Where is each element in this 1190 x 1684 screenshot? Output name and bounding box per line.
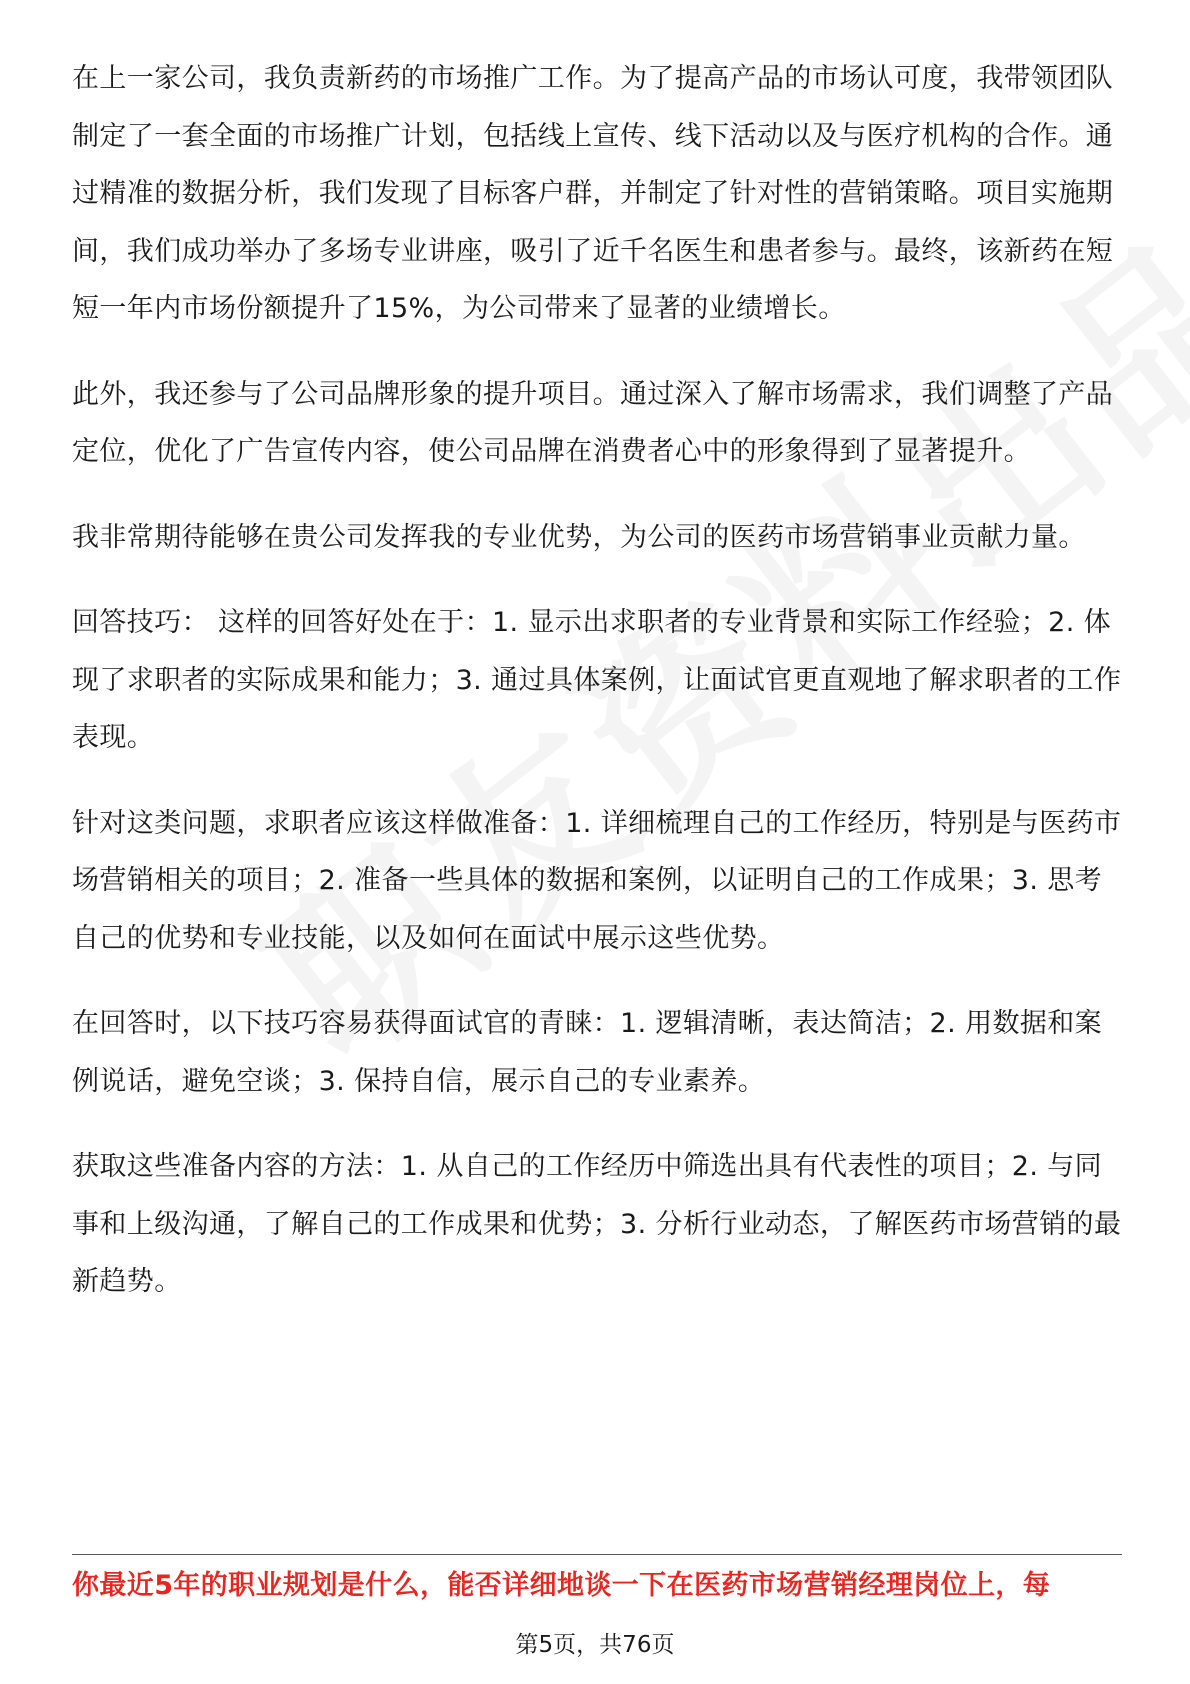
body-content (72, 50, 1122, 1339)
paragraph-material-sources: 获取这些准备内容的方法：1. 从自己的工作经历中筛选出具有代表性的项目；2. 与同事和上级沟通，了解自己的工作成果和优势；3. 分析行业动态，了解医药市场营销的最新趋势。 (72, 1151, 1122, 1297)
paragraph-answer-tips: 回答技巧： 这样的回答好处在于：1. 显示出求职者的专业背景和实际工作经验；2. 体现了求职者的实际成果和能力；3. 通过具体案例，让面试官更直观地了解求职者的工作表现。 (72, 607, 1122, 753)
paragraph-answer-techniques: 在回答时，以下技巧容易获得面试官的青睐：1. 逻辑清晰，表达简洁；2. 用数据和案例说话，避免空谈；3. 保持自信，展示自己的专业素养。 (72, 1008, 1103, 1097)
paragraph-expectation: 我非常期待能够在贵公司发挥我的专业优势，为公司的医药市场营销事业贡献力量。 (72, 521, 1086, 553)
next-question-heading: 你最近5年的职业规划是什么，能否详细地谈一下在医药市场营销经理岗位上，每 (72, 1570, 1051, 1601)
paragraph-marketing-project: 在上一家公司，我负责新药的市场推广工作。为了提高产品的市场认可度，我带领团队制定了一套全面的市场推广计划，包括线上宣传、线下活动以及与医疗机构的合作。通过精准的数据分析，我们发现了目标客户群，并制定了针对性的营销策略。项目实施期间，我们成功举办了多场专业讲座，吸引了近千名医生和患者参与。最终，该新药在短短一年内市场份额提升了15%，为公司带来了显著的业绩增长。 (72, 63, 1114, 324)
section-divider (72, 1554, 1122, 1555)
paragraph-brand-project: 此外，我还参与了公司品牌形象的提升项目。通过深入了解市场需求，我们调整了产品定位，优化了广告宣传内容，使公司品牌在消费者心中的形象得到了显著提升。 (72, 378, 1114, 467)
paragraph-preparation: 针对这类问题，求职者应该这样做准备：1. 详细梳理自己的工作经历，特别是与医药市场营销相关的项目；2. 准备一些具体的数据和案例，以证明自己的工作成果；3. 思考自己的优势和专业技能，以及如何在面试中展示这些优势。 (72, 807, 1122, 954)
page-number: 第5页，共76页 (515, 1632, 675, 1658)
